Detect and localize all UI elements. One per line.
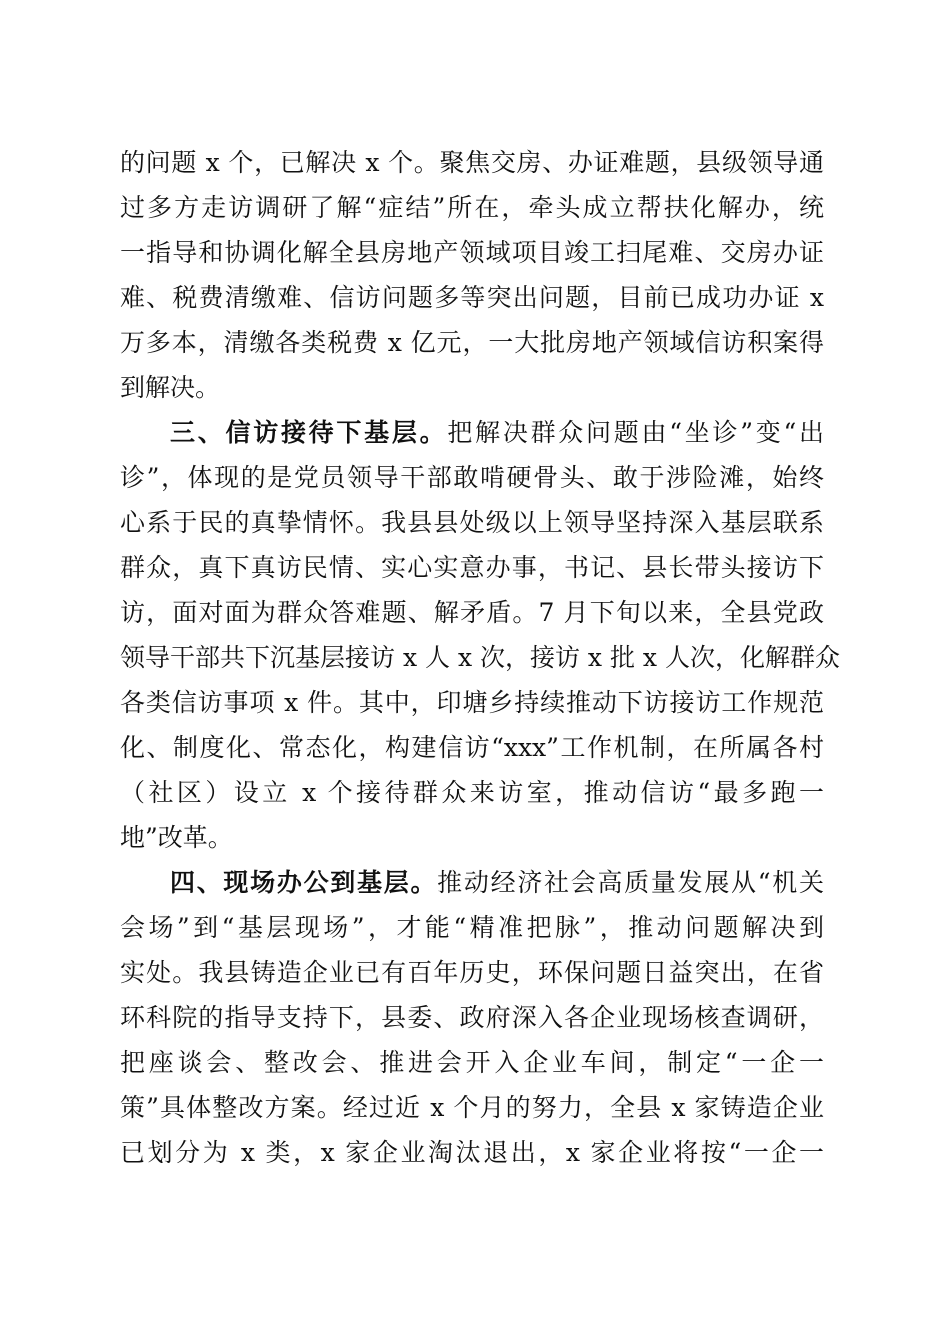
section-4-line-3: 实处。我县铸造企业已有百年历史，环保问题日益突出，在省: [120, 958, 824, 987]
section-3-line-5: 访，面对面为群众答难题、解矛盾。7 月下旬以来，全县党政: [120, 598, 824, 627]
section-4-line-6: 策”具体整改方案。经过近 x 个月的努力，全县 x 家铸造企业: [120, 1093, 824, 1122]
paragraph-1-line-2: 过多方走访调研了解“症结”所在，牵头成立帮扶化解办，统: [120, 193, 824, 222]
section-3-line-10: 地”改革。: [120, 823, 233, 852]
section-4-line-2: 会场”到“基层现场”，才能“精准把脉”，推动问题解决到: [120, 913, 824, 942]
paragraph-1-line-6: 到解决。: [120, 373, 221, 402]
section-4-line-7: 已划分为 x 类，x 家企业淘汰退出，x 家企业将按“一企一: [120, 1138, 824, 1167]
section-3-line-4: 群众，真下真访民情、实心实意办事，书记、县长带头接访下: [120, 553, 824, 582]
section-3-line-9: （社区）设立 x 个接待群众来访室，推动信访“最多跑一: [120, 778, 824, 807]
section-4-first-line-text: 推动经济社会高质量发展从“机关: [437, 868, 824, 897]
section-4-line-5: 把座谈会、整改会、推进会开入企业车间，制定“一企一: [120, 1048, 824, 1077]
section-3-first-line-text: 把解决群众问题由“坐诊”变“出: [447, 418, 824, 447]
section-4-line-4: 环科院的指导支持下，县委、政府深入各企业现场核查调研，: [120, 1003, 824, 1032]
paragraph-1-line-1: 的问题 x 个，已解决 x 个。聚焦交房、办证难题，县级领导通: [120, 148, 824, 177]
paragraph-1-line-4: 难、税费清缴难、信访问题多等突出问题，目前已成功办证 x: [120, 283, 824, 312]
paragraph-1-line-5: 万多本，清缴各类税费 x 亿元，一大批房地产领域信访积案得: [120, 328, 824, 357]
section-4-first-line: [170, 863, 824, 903]
section-3-line-2: 诊”，体现的是党员领导干部敢啃硬骨头、敢于涉险滩，始终: [120, 463, 824, 492]
section-3-line-3: 心系于民的真挚情怀。我县县处级以上领导坚持深入基层联系: [120, 508, 824, 537]
section-3-heading: 三、信访接待下基层。: [170, 418, 448, 447]
section-3-first-line: [170, 413, 824, 453]
section-4-heading: 四、现场办公到基层。: [170, 868, 438, 897]
paragraph-1-line-3: 一指导和协调化解全县房地产领域项目竣工扫尾难、交房办证: [120, 238, 824, 267]
section-3-line-7: 各类信访事项 x 件。其中，印塘乡持续推动下访接访工作规范: [120, 688, 824, 717]
section-3-line-6: 领导干部共下沉基层接访 x 人 x 次，接访 x 批 x 人次，化解群众: [120, 643, 840, 672]
section-3-line-8: 化、制度化、常态化，构建信访“xxx”工作机制，在所属各村: [120, 733, 824, 762]
